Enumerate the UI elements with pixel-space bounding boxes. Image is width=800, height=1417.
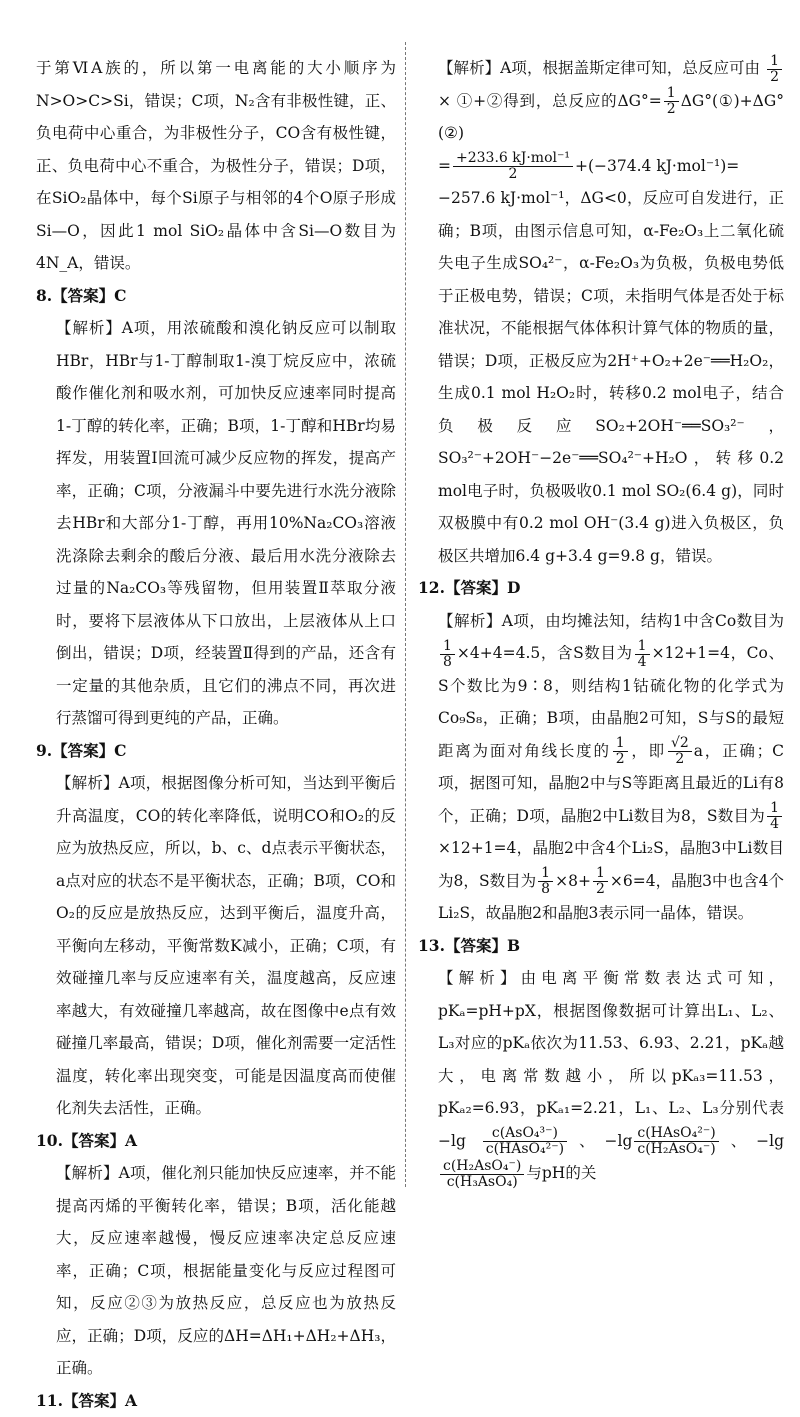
right-column (418, 52, 784, 1190)
q12-text-g: ×8+ (555, 872, 591, 890)
q12-text-d: ，即 (630, 742, 666, 760)
frac-num: 1 (538, 866, 553, 882)
q12-answer-heading: 12.【答案】D (418, 572, 784, 605)
q9-analysis: 【解析】A项，根据图像分析可知，当达到平衡后升高温度，CO的转化率降低，说明CO和O₂的反应为放热反应，所以，b、c、d点表示平衡状态，a点对应的状态不是平衡状态，正确；B项，CO和O₂的反应是放热反应，达到平衡后，温度升高，平衡向左移动，平衡常数K减小，正确；C项，有效碰撞几率与反应速率有关，温度越高，反应速率越大，有效碰撞几率越高，故在图像中e点有效碰撞几率最高，错误；D项，催化剂需要一定活性温度，转化率出现突变，可能是因温度高而使催化剂失去活性，正确。 (36, 767, 396, 1125)
frac-num: 1 (613, 736, 628, 752)
eq-equals: = (438, 157, 451, 175)
q10-answer-heading: 10.【答案】A (36, 1125, 396, 1158)
q13-answer-heading: 13.【答案】B (418, 930, 784, 963)
q13-text-c: 、−lg (721, 1132, 784, 1150)
fraction-1-8 (440, 639, 455, 670)
q13-analysis (418, 962, 784, 1190)
frac-den: 8 (440, 655, 455, 670)
q11-text-a: 【解析】A项，根据盖斯定律可知，总反应可由 (438, 59, 760, 77)
frac-num: c(H₂AsO₄⁻) (440, 1159, 524, 1175)
q8-answer-heading: 8.【答案】C (36, 280, 396, 313)
fraction-h2aso4 (440, 1159, 524, 1190)
q7-continuation: 于第ⅥA族的，所以第一电离能的大小顺序为N>O>C>Si，错误；C项，N₂含有非极性键，正、负电荷中心重合，为非极性分子，CO含有极性键，正、负电荷中心不重合，为极性分子，错误；D项，在SiO₂晶体中，每个Si原子与相邻的4个O原子形成Si—O，因此1 mol SiO₂晶体中含Si—O数目为4N_A，错误。 (36, 52, 396, 280)
q11-equation (418, 150, 784, 183)
q11-text-c: ΔG°(①)+ΔG°(②) (438, 92, 784, 143)
frac-num: √2 (668, 736, 692, 752)
q12-text-b: ×4+4=4.5，含S数目为 (457, 644, 633, 662)
q12-text-a: 【解析】A项，由均摊法知，结构1中含Co数目为 (438, 612, 784, 630)
frac-den: c(HAsO₄²⁻) (483, 1142, 567, 1157)
q11-analysis-intro (418, 52, 784, 150)
q9-answer-heading: 9.【答案】C (36, 735, 396, 768)
frac-den: 4 (767, 817, 782, 832)
q8-analysis: 【解析】A项，用浓硫酸和溴化钠反应可以制取HBr，HBr与1-丁醇制取1-溴丁烷反应中，浓硫酸作催化剂和吸水剂，可加快反应速率同时提高1-丁醇的转化率，正确；B项，1-丁醇和HBr均易挥发，用装置Ⅰ回流可减少反应物的挥发，提高产率，正确；C项，分液漏斗中要先进行水洗分液除去HBr和大部分1-丁醇，再用10%Na₂CO₃溶液洗涤除去剩余的酸后分液、最后用水洗分液除去过量的Na₂CO₃等残留物，但用装置Ⅱ萃取分液时，要将下层液体从下口放出，上层液体从上口倒出，错误；D项，经装置Ⅱ得到的产品，还含有一定量的其他杂质，且它们的沸点不同，再次进行蒸馏可得到更纯的产品，正确。 (36, 312, 396, 735)
q12-text-f: ×12+1=4，晶胞2中含4个Li₂S，晶胞3中Li数目为8，S数目为 (438, 839, 784, 890)
fraction-aso4 (483, 1126, 567, 1157)
fraction-1-2-b (593, 866, 608, 897)
frac-den: 4 (635, 655, 650, 670)
q12-text-e: a，正确；C项，据图可知，晶胞2中与S等距离且最近的Li有8个，正确；D项，晶胞2中Li数目为8，S数目为 (438, 742, 784, 825)
frac-den: c(H₃AsO₄) (440, 1175, 524, 1190)
fraction-haso4 (634, 1126, 718, 1157)
q12-text-h: ×6=4，晶胞3中也含4个Li₂S，故晶胞2和晶胞3表示同一晶体，错误。 (438, 872, 784, 923)
frac-den: 2 (453, 167, 573, 182)
left-column (36, 52, 396, 1417)
frac-num: 1 (593, 866, 608, 882)
fraction-energy (453, 151, 573, 182)
frac-num: c(AsO₄³⁻) (483, 1126, 567, 1142)
q11-answer-heading: 11.【答案】A (36, 1385, 396, 1417)
frac-num: 1 (767, 801, 782, 817)
fraction-1-4-b (767, 801, 782, 832)
fraction-half-2 (664, 86, 679, 117)
q13-text-b: 、−lg (569, 1132, 632, 1150)
frac-den: 2 (593, 882, 608, 897)
fraction-1-8-b (538, 866, 553, 897)
q11-analysis-rest: −257.6 kJ·mol⁻¹，ΔG<0，反应可自发进行，正确；B项，由图示信息可知，α-Fe₂O₃上二氧化硫失电子生成SO₄²⁻，α-Fe₂O₃为负极，负极电势低于正极电势，错误；C项，未指明气体是否处于标准状况，不能根据气体体积计算气体的物质的量，错误；D项，正极反应为2H⁺+O₂+2e⁻══H₂O₂，生成0.1 mol H₂O₂时，转移0.2 mol电子，结合负极反应SO₂+2OH⁻══SO₃²⁻，SO₃²⁻+2OH⁻−2e⁻══SO₄²⁻+H₂O，转移0.2 mol电子时，负极吸收0.1 mol SO₂(6.4 g)，同时双极膜中有0.2 mol OH⁻(3.4 g)进入负极区，负极区共增加6.4 g+3.4 g=9.8 g，错误。 (418, 182, 784, 572)
frac-num: +233.6 kJ·mol⁻¹ (453, 151, 573, 167)
frac-num: c(HAsO₄²⁻) (634, 1126, 718, 1142)
fraction-1-2 (613, 736, 628, 767)
frac-num: 1 (440, 639, 455, 655)
fraction-half (767, 54, 782, 85)
frac-num: 1 (635, 639, 650, 655)
frac-den: 2 (668, 752, 692, 767)
frac-den: 2 (767, 70, 782, 85)
frac-den: 2 (664, 102, 679, 117)
q12-text-c: ×12+1=4，Co、S个数比为9∶8，则结构1钴硫化物的化学式为Co₉S₈，正确；B项，由晶胞2可知，S与S的最短距离为面对角线长度的 (438, 644, 784, 760)
fraction-root2-2 (668, 736, 692, 767)
frac-den: 8 (538, 882, 553, 897)
times-sign: × (438, 92, 451, 110)
q13-text-a: 【解析】由电离平衡常数表达式可知，pKₐ=pH+pX，根据图像数据可计算出L₁、L₂、L₃对应的pKₐ依次为11.53、6.93、2.21，pKₐ越大，电离常数越小，所以pKₐ₃=11.53，pKₐ₂=6.93，pKₐ₁=2.21，L₁、L₂、L₃分别代表−lg (438, 969, 784, 1150)
frac-num: 1 (664, 86, 679, 102)
fraction-1-4 (635, 639, 650, 670)
q13-text-d: 与pH的关 (526, 1164, 596, 1182)
frac-den: c(H₂AsO₄⁻) (634, 1142, 718, 1157)
eq-rest: +(−374.4 kJ·mol⁻¹)= (575, 157, 739, 175)
q10-analysis: 【解析】A项，催化剂只能加快反应速率，并不能提高丙烯的平衡转化率，错误；B项，活化能越大，反应速率越慢，慢反应速率决定总反应速率，正确；C项，根据能量变化与反应过程图可知，反应②③为放热反应，总反应也为放热反应，正确；D项，反应的ΔH=ΔH₁+ΔH₂+ΔH₃，正确。 (36, 1157, 396, 1385)
q12-analysis (418, 605, 784, 930)
column-divider (405, 42, 406, 1187)
q11-text-b: ①+②得到，总反应的ΔG°= (457, 92, 662, 110)
frac-den: 2 (613, 752, 628, 767)
frac-num: 1 (767, 54, 782, 70)
